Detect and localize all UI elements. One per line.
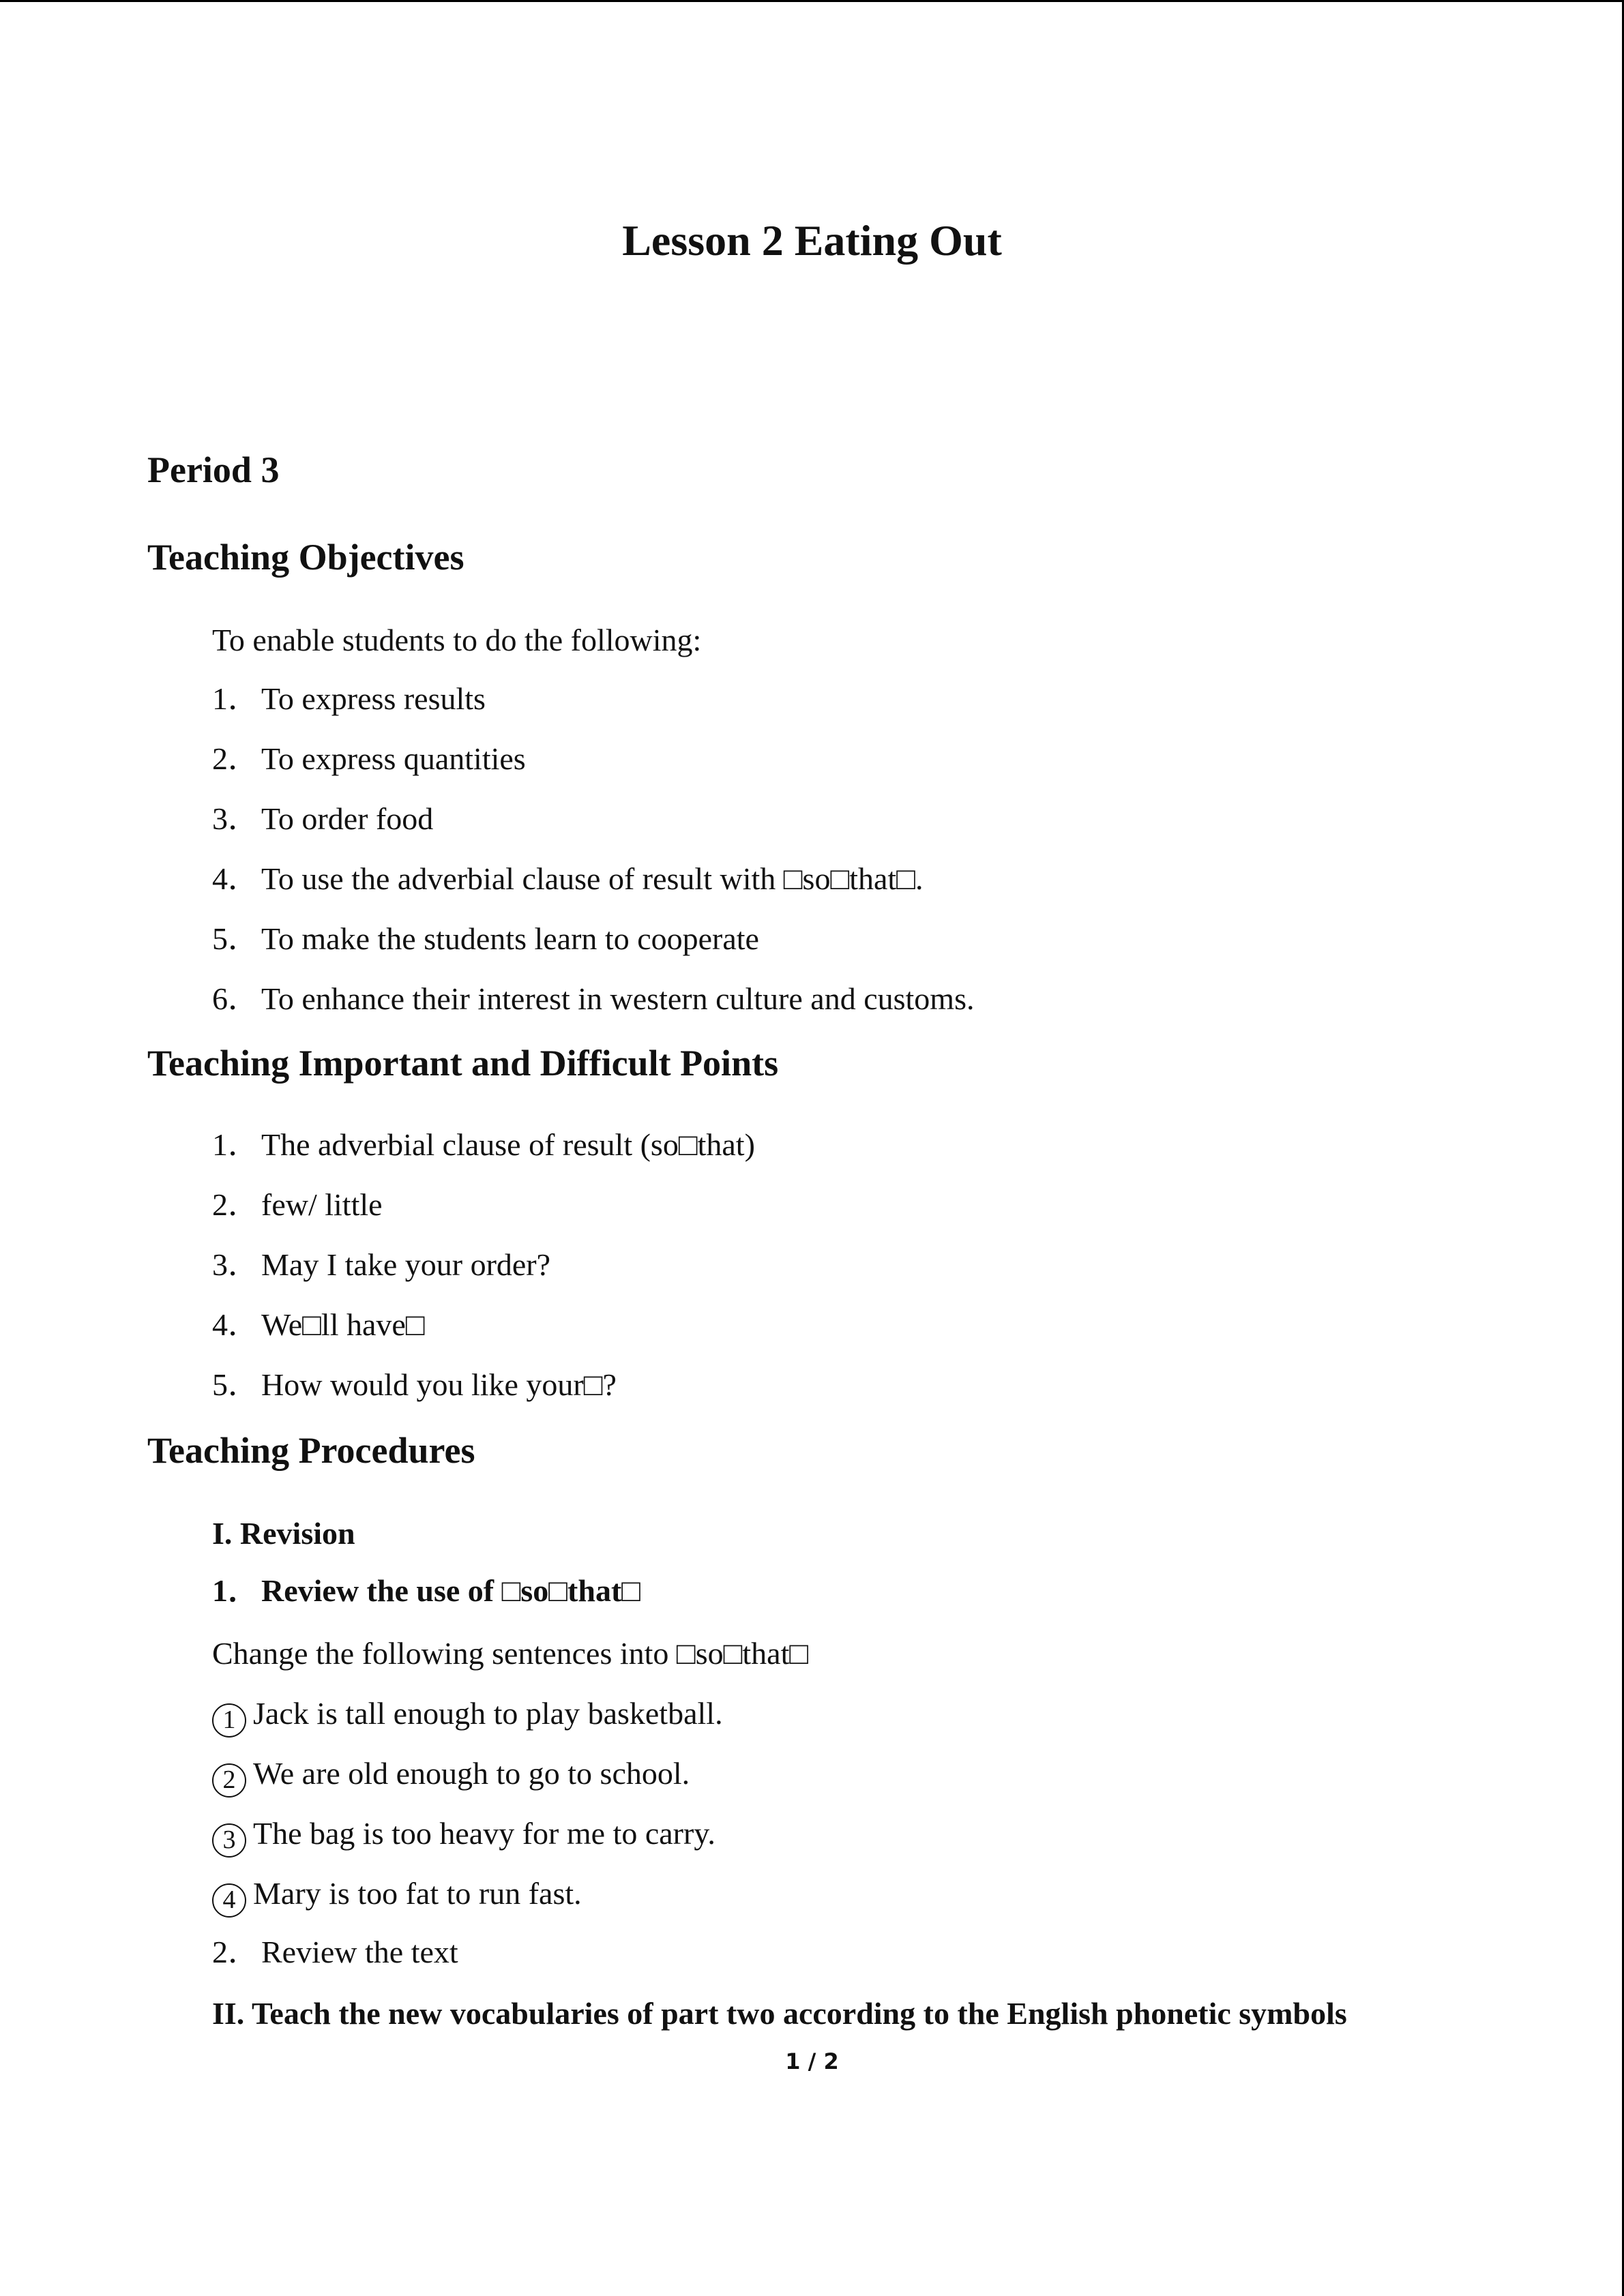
revision-heading: I. Revision (212, 1516, 355, 1551)
objective-item (212, 739, 526, 779)
circled-number: 1 (212, 1703, 246, 1738)
revision-subheading (212, 1570, 640, 1611)
circled-number: 2 (212, 1763, 246, 1798)
point-item (212, 1304, 425, 1345)
sentence-text: We are old enough to go to school. (253, 1756, 690, 1791)
list-number: 1． (212, 681, 259, 716)
revision-instruction: Change the following sentences into □so□that□ (212, 1636, 809, 1671)
list-text: To express results (261, 681, 486, 716)
list-text: Review the use of □so□that□ (261, 1573, 641, 1608)
list-text: May I take your order? (261, 1247, 551, 1282)
objective-item (212, 799, 433, 839)
list-text: To use the adverbial clause of result with □so□that□. (261, 861, 924, 896)
sentence-item (212, 1813, 715, 1858)
points-heading: Teaching Important and Difficult Points (147, 1043, 779, 1084)
point-item (212, 1124, 755, 1165)
point-item (212, 1365, 617, 1405)
point-item (212, 1244, 550, 1285)
period-heading: Period 3 (147, 449, 280, 490)
sentence-item (212, 1693, 723, 1738)
list-number: 4． (212, 861, 259, 896)
list-number: 6． (212, 981, 259, 1016)
list-number: 1． (212, 1573, 259, 1608)
list-number: 1． (212, 1127, 259, 1162)
sentence-text: The bag is too heavy for me to carry. (253, 1816, 715, 1851)
document-title: Lesson 2 Eating Out (622, 216, 1002, 265)
list-number: 2． (212, 741, 259, 776)
sentence-item (212, 1873, 582, 1918)
list-text: To order food (261, 801, 434, 836)
objectives-intro: To enable students to do the following: (212, 623, 702, 657)
list-number: 3． (212, 801, 259, 836)
review-item (212, 1932, 458, 1973)
section2-heading: II. Teach the new vocabularies of part two according to the English phonetic symbols (212, 1996, 1347, 2031)
list-number: 2． (212, 1187, 259, 1222)
objective-item (212, 859, 924, 899)
circled-number: 4 (212, 1883, 246, 1918)
point-item (212, 1184, 383, 1225)
list-text: Review the text (261, 1935, 458, 1969)
list-number: 4． (212, 1307, 259, 1342)
list-number: 5． (212, 1367, 259, 1402)
objective-item (212, 679, 486, 719)
list-text: The adverbial clause of result (so□that) (261, 1127, 755, 1162)
sentence-text: Jack is tall enough to play basketball. (253, 1696, 723, 1731)
list-text: To make the students learn to cooperate (261, 921, 759, 956)
sentence-text: Mary is too fat to run fast. (253, 1876, 582, 1911)
objective-item (212, 919, 759, 959)
objectives-heading: Teaching Objectives (147, 537, 464, 578)
circled-number: 3 (212, 1823, 246, 1858)
list-number: 2． (212, 1935, 259, 1969)
list-text: few/ little (261, 1187, 383, 1222)
list-text: To express quantities (261, 741, 526, 776)
list-number: 3． (212, 1247, 259, 1282)
list-number: 5． (212, 921, 259, 956)
page-number: 1 / 2 (785, 2048, 839, 2074)
objective-item (212, 979, 975, 1019)
list-text: We□ll have□ (261, 1307, 425, 1342)
procedures-heading: Teaching Procedures (147, 1430, 475, 1471)
sentence-item (212, 1753, 690, 1798)
list-text: To enhance their interest in western culture and customs. (261, 981, 975, 1016)
list-text: How would you like your□? (261, 1367, 617, 1402)
